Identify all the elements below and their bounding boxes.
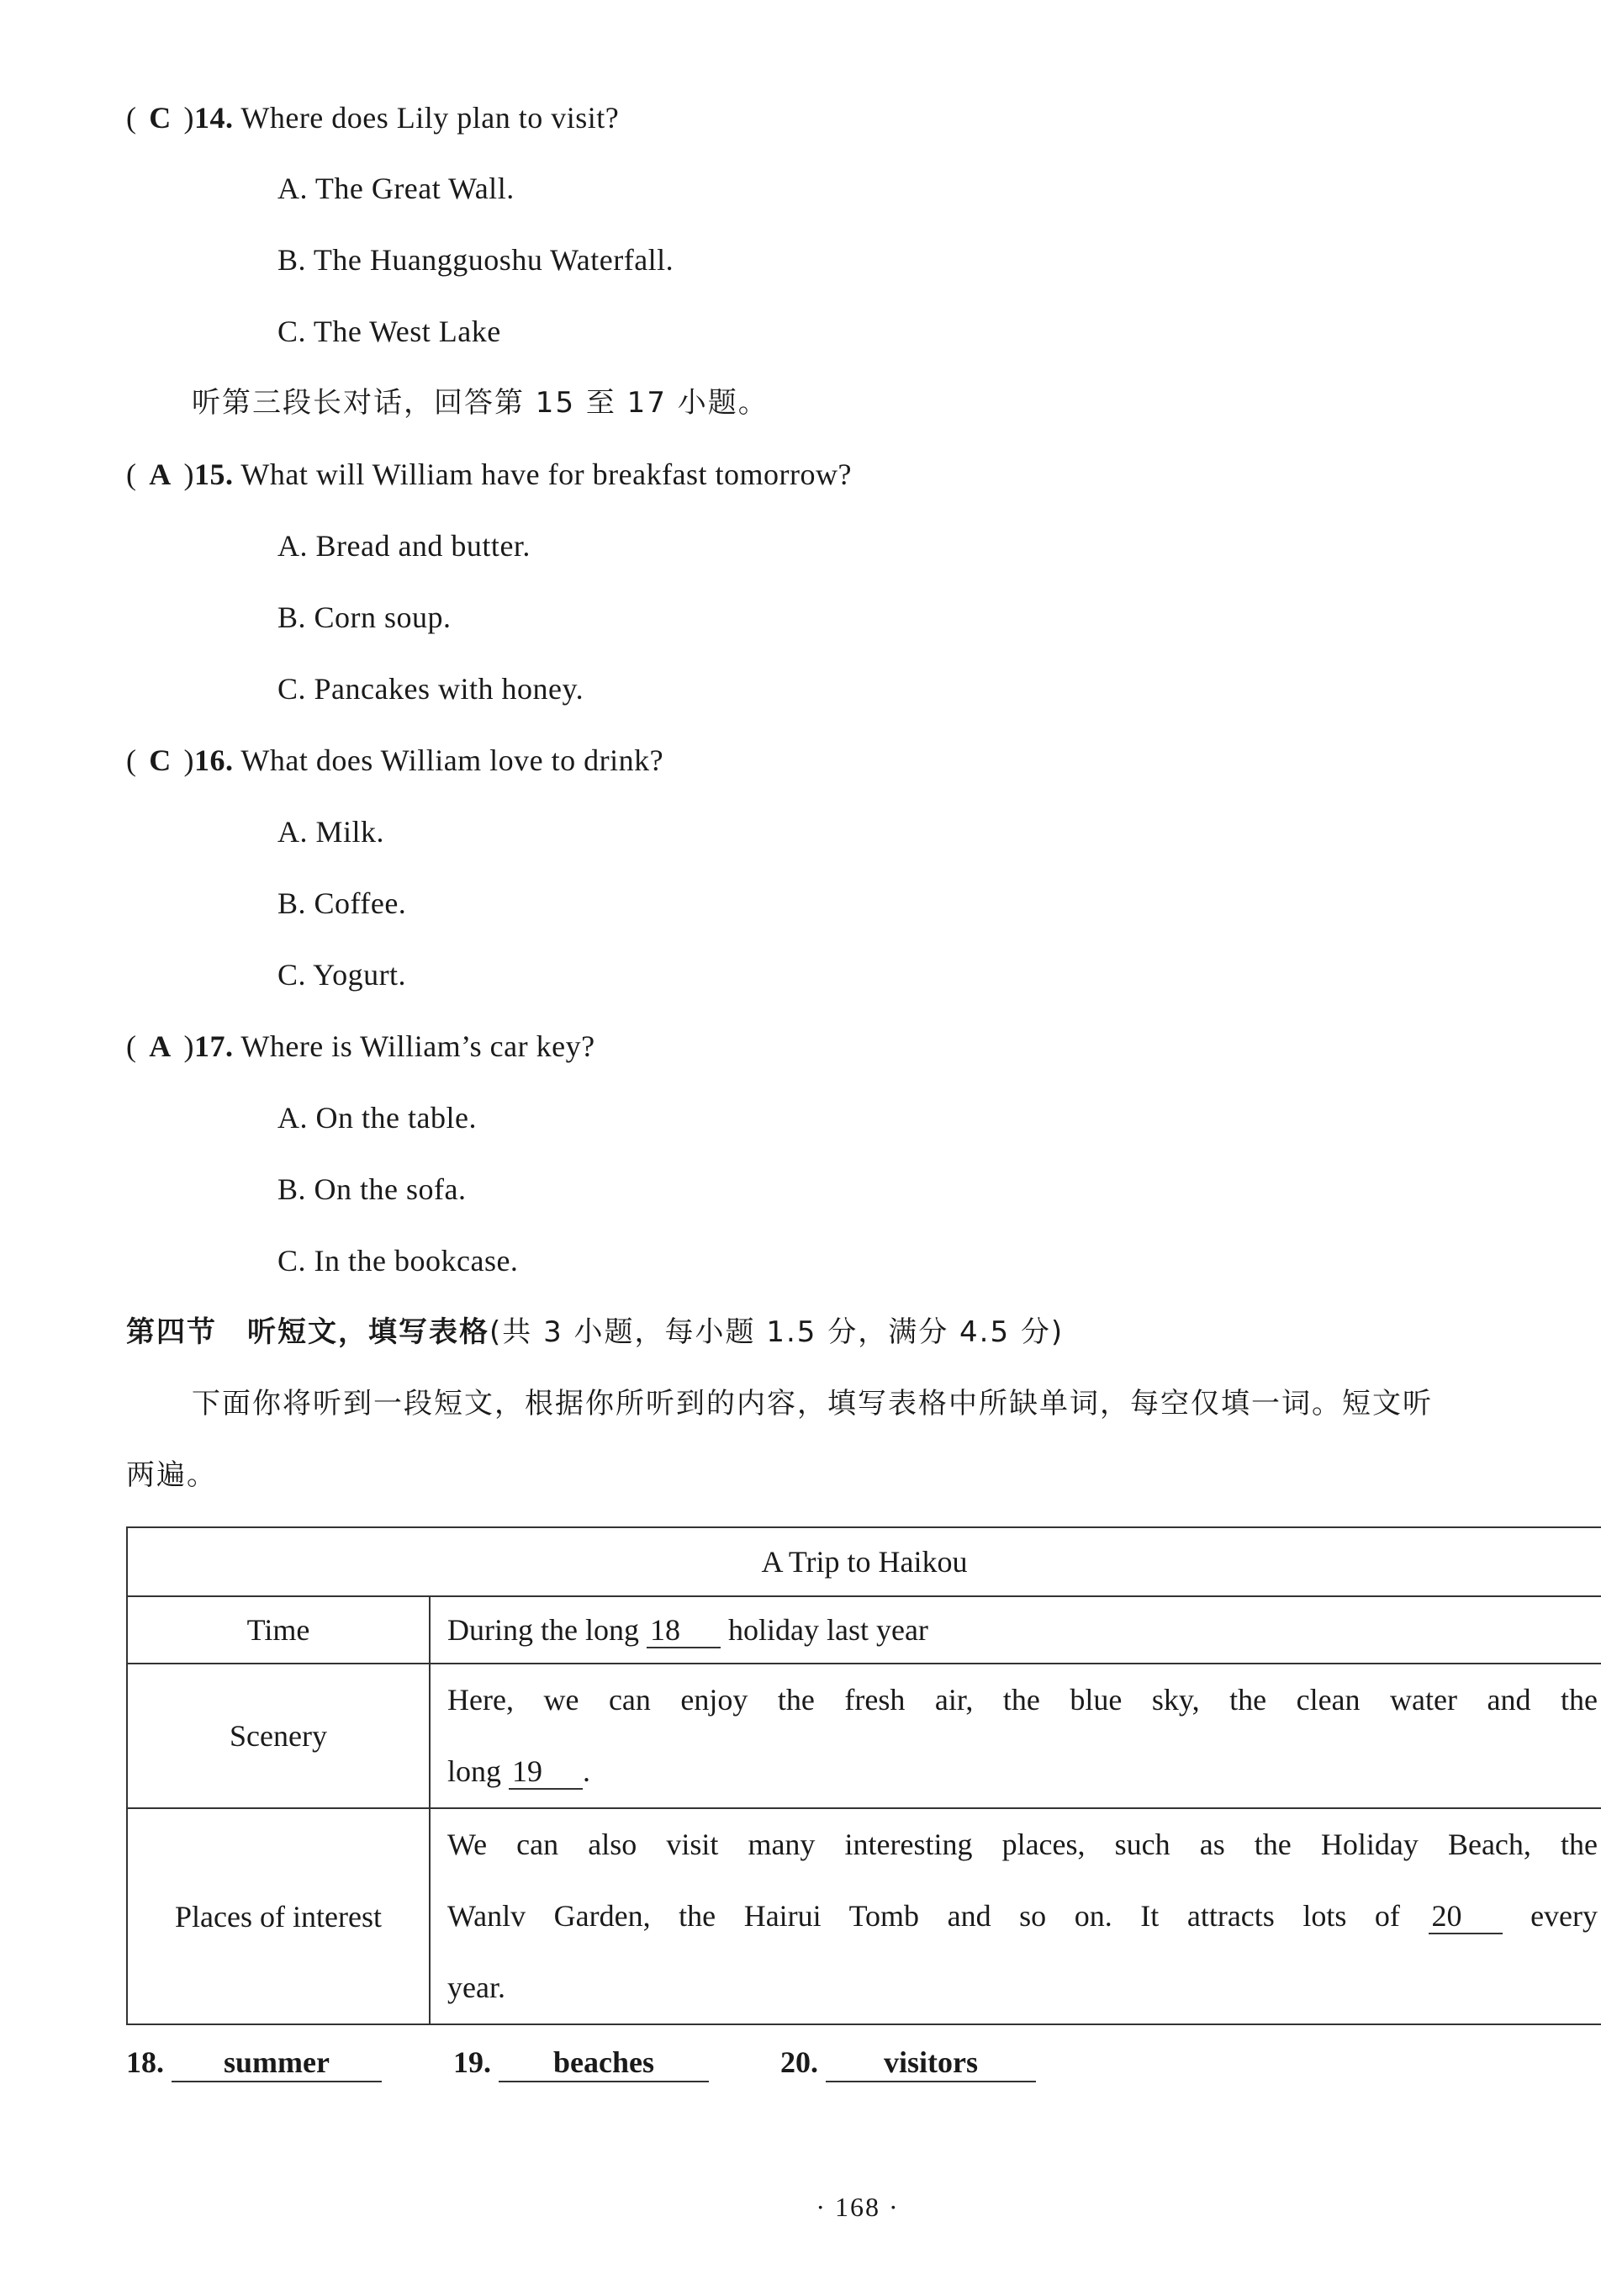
open-paren: (	[126, 1029, 137, 1063]
answer-19	[453, 2044, 709, 2082]
option-a: A. On the table.	[277, 1101, 477, 1135]
trip-table	[126, 1526, 1601, 2025]
option-b: B. Coffee.	[277, 886, 407, 920]
section-4-scoring: (共 3 小题，每小题 1.5 分，满分 4.5 分)	[489, 1315, 1065, 1349]
content-text: long	[447, 1754, 502, 1788]
question-14	[126, 98, 619, 138]
row-label: Time	[127, 1596, 430, 1664]
option-c: C. Pancakes with honey.	[277, 672, 584, 706]
table-row-scenery	[127, 1664, 1601, 1808]
table-title-row	[127, 1527, 1601, 1596]
answer-number: 18.	[126, 2045, 164, 2079]
section-4-title: 第四节 听短文，填写表格	[126, 1315, 489, 1349]
section-4-heading	[126, 1312, 1064, 1352]
content-line-3: year.	[447, 1971, 505, 2004]
answer-value: beaches	[499, 2044, 709, 2082]
answer-mark: C	[149, 101, 172, 135]
blank-18: 18	[647, 1613, 721, 1648]
open-paren: (	[126, 743, 137, 777]
answer-value: visitors	[826, 2044, 1036, 2082]
content-line-2	[447, 1881, 1601, 1952]
row-content	[430, 1596, 1601, 1664]
question-17	[126, 1026, 595, 1066]
option-a: A. Bread and butter.	[277, 529, 531, 563]
question-number: 15.	[194, 458, 234, 491]
option-c: C. The West Lake	[277, 315, 501, 348]
question-text: Where is William’s car key?	[240, 1029, 595, 1063]
blank-19: 19	[509, 1754, 583, 1790]
content-line-1: We can also visit many interesting places, such as the Holiday Beach, the	[447, 1828, 1598, 1861]
close-paren: )	[183, 743, 194, 777]
close-paren: )	[183, 101, 194, 135]
content-text: During the long	[447, 1613, 639, 1647]
row-label: Places of interest	[127, 1808, 430, 2024]
question-16	[126, 740, 663, 780]
question-15	[126, 454, 852, 495]
content-line-1: Here, we can enjoy the fresh air, the blue sky, the clean water and the	[447, 1683, 1598, 1717]
content-text: Wanlv Garden, the Hairui Tomb and so on. It attracts lots of	[447, 1899, 1400, 1933]
answer-key	[126, 2044, 1100, 2082]
table-row-places	[127, 1808, 1601, 2024]
close-paren: )	[183, 1029, 194, 1063]
option-b: B. Corn soup.	[277, 600, 452, 634]
close-paren: )	[183, 458, 194, 491]
open-paren: (	[126, 101, 137, 135]
row-content	[430, 1664, 1601, 1808]
content-text: every	[1530, 1899, 1598, 1933]
answer-value: summer	[172, 2044, 382, 2082]
option-a: A. Milk.	[277, 815, 385, 849]
option-c: C. In the bookcase.	[277, 1244, 519, 1278]
option-a: A. The Great Wall.	[277, 172, 515, 205]
section-4-instruction-line-1: 下面你将听到一段短文，根据你所听到的内容，填写表格中所缺单词，每空仅填一词。短文听	[192, 1387, 1433, 1420]
question-number: 17.	[194, 1029, 234, 1063]
question-number: 16.	[194, 743, 234, 777]
question-text: Where does Lily plan to visit?	[240, 101, 620, 135]
answer-number: 20.	[780, 2045, 818, 2079]
answer-18	[126, 2044, 382, 2082]
content-text: holiday last year	[727, 1613, 928, 1647]
answer-20	[780, 2044, 1036, 2082]
question-text: What does William love to drink?	[240, 743, 664, 777]
answer-number: 19.	[453, 2045, 491, 2079]
table-row-time	[127, 1596, 1601, 1664]
blank-20: 20	[1429, 1899, 1503, 1934]
row-label: Scenery	[127, 1664, 430, 1808]
question-number: 14.	[194, 101, 234, 135]
row-content	[430, 1808, 1601, 2024]
page-number: · 168 ·	[816, 2192, 900, 2222]
content-text: .	[583, 1754, 591, 1788]
answer-mark: A	[149, 1029, 172, 1063]
section-4-instruction-line-2: 两遍。	[126, 1458, 217, 1492]
instruction-dialogue-3: 听第三段长对话，回答第 15 至 17 小题。	[192, 386, 769, 420]
answer-mark: C	[149, 743, 172, 777]
table-title: A Trip to Haikou	[127, 1527, 1601, 1596]
answer-mark: A	[149, 458, 172, 491]
option-b: B. On the sofa.	[277, 1172, 467, 1206]
question-text: What will William have for breakfast tomorrow?	[240, 458, 853, 491]
option-c: C. Yogurt.	[277, 958, 407, 992]
option-b: B. The Huangguoshu Waterfall.	[277, 243, 674, 277]
open-paren: (	[126, 458, 137, 491]
